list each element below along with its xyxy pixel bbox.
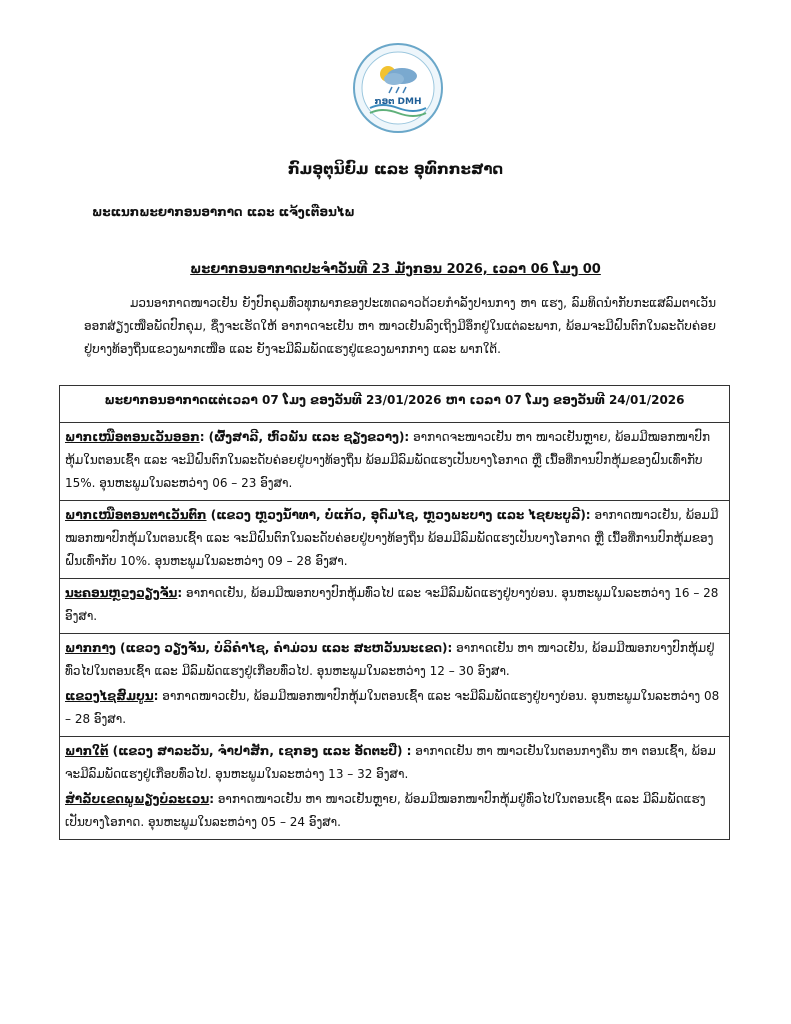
region-provinces: (ແຂວງ ວຽງຈັນ, ບໍລິຄຳໄຊ, ຄຳມ່ວນ ແລະ ສະຫວັນນະເຂດ): bbox=[115, 641, 453, 655]
subregion-provinces: : bbox=[153, 689, 159, 703]
region-northeast bbox=[60, 423, 730, 501]
region-provinces: : bbox=[177, 586, 183, 600]
region-name: ພາກກາງ bbox=[65, 641, 116, 655]
region-central bbox=[60, 634, 730, 737]
region-northwest bbox=[60, 501, 730, 579]
department-title: ກົມອຸຕຸນິຍົມ ແລະ ອຸທົກກະສາດ bbox=[287, 160, 504, 178]
region-provinces: (ແຂວງ ສາລະວັນ, ຈຳປາສັກ, ເຊກອງ ແລະ ອັດຕະປື) : bbox=[108, 744, 412, 758]
region-text: ອາກາດເຢັນ ຫາ ໜາວເຢັນໃນຕອນກາງຄືນ ຫາ ຕອນເຊົ້າ, ພ້ອມຈະມີລົມພັດແຮງຢູ່ເກືອບທົ່ວໄປ. ອຸນຫະພູມໃນລະຫວ່າງ 13 – 32 ອົງສາ. bbox=[65, 744, 716, 781]
division-title: ພະແນກພະຍາກອນອາກາດ ແລະ ແຈ້ງເຕືອນໄພ bbox=[92, 205, 355, 219]
forecast-intro: ມວນອາກາດໜາວເຢັນ ຍັງປົກຄຸມທົ່ວທຸກພາກຂອງປະເທດລາວດ້ວຍກຳລັງປານກາງ ຫາ ແຮງ, ລົມທິດນຳກັບກະແສລົມຕາເວັນອອກສ່ຽງເໜືອພັດປົກຄຸມ, ຊຶ່ງຈະເຮັດໃຫ້ ອາກາດຈະເຢັນ ຫາ ໜາວເຢັນລົງເຖິງມີອຶກຢູ່ໃນແຕ່ລະພາກ, ພ້ອມຈະມີຝົນຕົກໃນລະດັບຄ່ອຍຢູ່ບາງທ້ອງຖິ່ນແຂວງພາກເໜືອ ແລະ ຍັງຈະມີລົມພັດແຮງຢູ່ແຂວງພາກກາງ ແລະ ພາກໃຕ້. bbox=[84, 296, 716, 356]
forecast-title: ພະຍາກອນອາກາດປະຈຳວັນທີ 23 ມັງກອນ 2026, ເວລາ 06 ໂມງ 00 bbox=[190, 262, 601, 277]
subregion-text: ອາກາດໜາວເຢັນ ຫາ ໜາວເຢັນຫຼາຍ, ພ້ອມມີໝອກໜາປົກຫຸ້ມຢູ່ທົ່ວໄປໃນຕອນເຊົ້າ ແລະ ມີລົມພັດແຮງເປັນບາງໂອກາດ. ອຸນຫະພູມໃນລະຫວ່າງ 05 – 24 ອົງສາ. bbox=[65, 792, 706, 829]
region-south bbox=[60, 737, 730, 840]
region-text: ອາກາດເຢັນ, ພ້ອມມີໝອກບາງປົກຫຸ້ມທົ່ວໄປ ແລະ ຈະມີລົມພັດແຮງຢູ່ບາງບ່ອນ. ອຸນຫະພູມໃນລະຫວ່າງ 16 – 28 ອົງສາ. bbox=[65, 586, 719, 623]
region-name: ນະຄອນຫຼວງວຽງຈັນ bbox=[65, 586, 178, 600]
region-provinces: (ແຂວງ ຫຼວງນ້ຳທາ, ບໍ່ແກ້ວ, ອຸດົມໄຊ, ຫຼວງພະບາງ ແລະ ໄຊຍະບູລີ): bbox=[206, 508, 591, 522]
subregion-name: ສຳລັບເຂດພູພຽງບໍລະເວນ bbox=[65, 792, 210, 806]
region-text: ອາກາດເຢັນ ຫາ ໜາວເຢັນ, ພ້ອມມີໝອກບາງປົກຫຸ້ມຢູ່ທົ່ວໄປໃນຕອນເຊົ້າ ແລະ ມີລົມພັດແຮງຢູ່ເກືອບທົ່ວໄປ. ອຸນຫະພູມໃນລະຫວ່າງ 12 – 30 ອົງສາ. bbox=[65, 641, 715, 678]
forecast-table bbox=[59, 385, 730, 840]
region-provinces: : (ຜົ້ງສາລີ, ຫົວພັນ ແລະ ຊຽງຂວາງ): bbox=[199, 430, 410, 444]
region-text: ອາກາດຈະໜາວເຢັນ ຫາ ໜາວເຢັນຫຼາຍ, ພ້ອມມີໝອກໜາປົກຫຸ້ມໃນຕອນເຊົ້າ ແລະ ຈະມີຝົນຕົກໃນລະດັບຄ່ອຍຢູ່ບາງທ້ອງຖິ່ນ ພ້ອມມີລົມພັດແຮງເປັນບາງໂອກາດ ຫຼື ເນື້ອທີ່ການປົກຫຸ້ມຂອງຝົນເທົ່າກັບ 15%. ອຸນຫະພູມໃນລະຫວ່າງ 06 – 23 ອົງສາ. bbox=[65, 430, 710, 490]
subregion-provinces: : bbox=[209, 792, 214, 806]
region-vientiane-capital bbox=[60, 579, 730, 634]
region-name: ພາກເໜືອຕອນເວັນອອກ bbox=[65, 430, 200, 444]
logo-text: ກອຕ DMH bbox=[374, 97, 422, 107]
region-name: ພາກເໜືອຕອນຕາເວັນຕົກ bbox=[65, 508, 207, 522]
table-header: ພະຍາກອນອາກາດແຕ່ເວລາ 07 ໂມງ ຂອງວັນທີ 23/01/2026 ຫາ ເວລາ 07 ໂມງ ຂອງວັນທີ 24/01/2026 bbox=[60, 386, 730, 423]
subregion-text: ອາກາດໜາວເຢັນ, ພ້ອມມີໝອກໜາປົກຫຸ້ມໃນຕອນເຊົ້າ ແລະ ຈະມີລົມພັດແຮງຢູ່ບາງບ່ອນ. ອຸນຫະພູມໃນລະຫວ່າງ 08 – 28 ອົງສາ. bbox=[65, 689, 720, 726]
region-name: ພາກໃຕ້ bbox=[65, 744, 109, 758]
dmh-logo bbox=[352, 42, 444, 134]
subregion-name: ແຂວງໄຊສົມບູນ bbox=[65, 689, 154, 703]
region-text: ອາກາດໜາວເຢັນ, ພ້ອມມີໝອກໜາປົກຫຸ້ມໃນຕອນເຊົ້າ ແລະ ຈະມີຝົນຕົກໃນລະດັບຄ່ອຍຢູ່ບາງທ້ອງຖິ່ນ ພ້ອມມີລົມພັດແຮງເປັນບາງໂອກາດ ຫຼື ເນື້ອທີ່ການປົກຫຸ້ມຂອງຝົນເທົ່າກັບ 10%. ອຸນຫະພູມໃນລະຫວ່າງ 09 – 28 ອົງສາ. bbox=[65, 508, 719, 568]
